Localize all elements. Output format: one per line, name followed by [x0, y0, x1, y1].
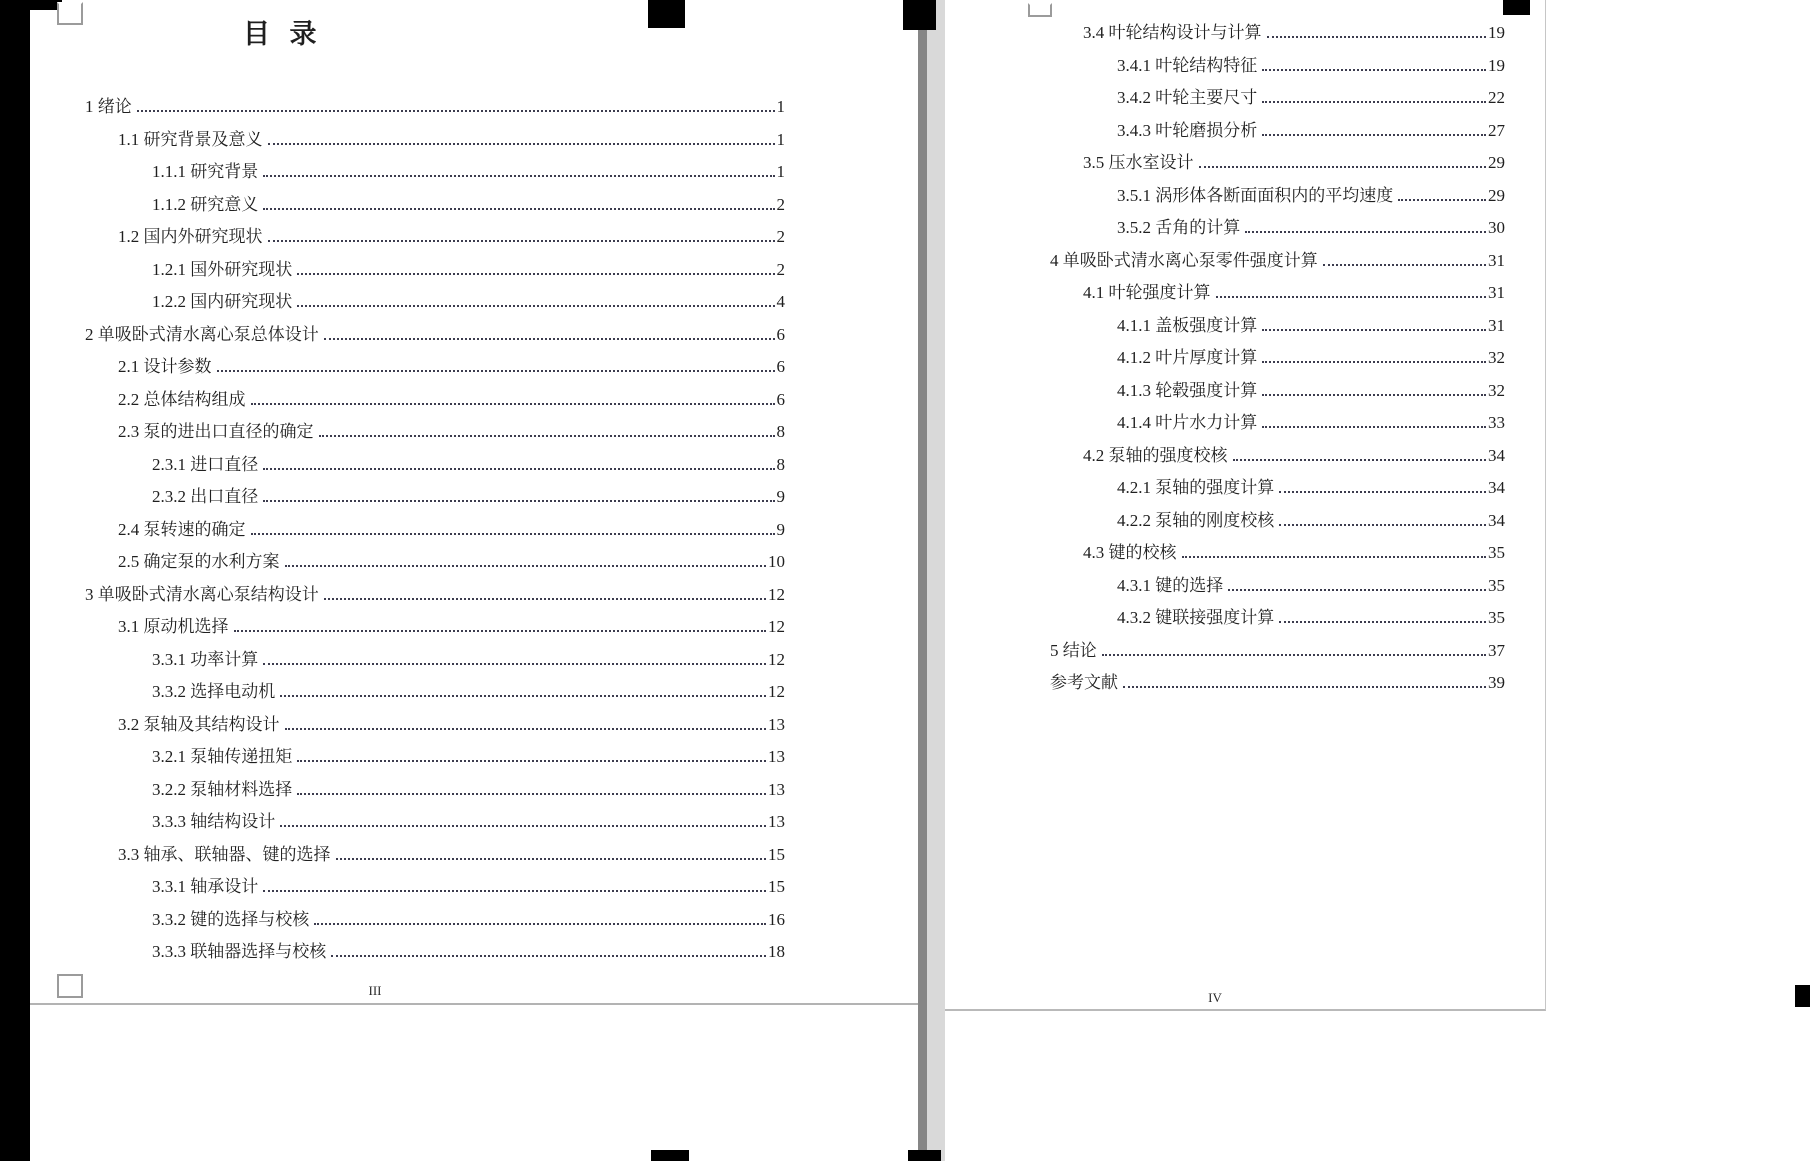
toc-page-number: 1 — [776, 97, 785, 116]
toc-dot-leader — [1262, 101, 1486, 103]
toc-page-number: 22 — [1488, 88, 1505, 107]
toc-entry-label: 1.1.2 研究意义 — [152, 194, 259, 214]
toc-page-number: 2 — [776, 227, 785, 246]
toc-entry-label: 2 单吸卧式清水离心泵总体设计 — [85, 324, 319, 344]
toc-page-number: 30 — [1488, 218, 1505, 237]
toc-entry[interactable] — [1083, 537, 1505, 570]
toc-page-number: 15 — [768, 844, 785, 864]
toc-page-number: 10 — [768, 552, 785, 571]
top-artifact-3 — [1503, 0, 1530, 15]
toc-entry[interactable] — [118, 546, 785, 579]
toc-entry[interactable] — [1083, 17, 1505, 50]
toc-page-number: 35 — [1488, 608, 1505, 627]
toc-dot-leader — [1262, 134, 1486, 136]
toc-dot-leader — [1245, 231, 1486, 233]
toc-entry-label: 3.2.1 泵轴传递扭矩 — [152, 747, 293, 766]
toc-entry[interactable] — [1117, 180, 1505, 213]
toc-dot-leader — [1182, 556, 1487, 558]
toc-dot-leader — [1262, 426, 1486, 428]
toc-dot-leader — [263, 208, 774, 210]
page-right-content — [945, 0, 1545, 700]
bottom-artifact-2 — [908, 1150, 941, 1161]
toc-dot-leader — [1262, 69, 1486, 71]
toc-entry[interactable] — [1117, 602, 1505, 635]
top-artifact-2 — [903, 0, 936, 30]
toc-dot-leader — [331, 955, 766, 957]
toc-entry-label: 3 单吸卧式清水离心泵结构设计 — [85, 584, 319, 604]
toc-entry-label: 3.5 压水室设计 — [1083, 153, 1194, 172]
toc-page-number: 31 — [1488, 315, 1505, 335]
toc-entry[interactable] — [152, 904, 785, 937]
toc-page-number: 34 — [1488, 445, 1505, 465]
toc-entry-label: 3.4.3 叶轮磨损分析 — [1117, 120, 1258, 140]
toc-entry-label: 3.3.2 键的选择与校核 — [152, 909, 310, 929]
toc-entry-label: 3.3.3 轴结构设计 — [152, 812, 276, 831]
toc-entry-label: 3.3.3 联轴器选择与校核 — [152, 942, 327, 961]
toc-entry[interactable] — [1117, 407, 1505, 440]
toc-entry-label: 2.2 总体结构组成 — [118, 389, 246, 409]
toc-page-number: 19 — [1488, 55, 1505, 75]
toc-dot-leader — [1279, 524, 1486, 526]
toc-entry[interactable] — [118, 384, 785, 417]
toc-entry[interactable] — [118, 351, 785, 384]
toc-page-number: 19 — [1488, 23, 1505, 42]
toc-entry-label: 2.3.2 出口直径 — [152, 487, 259, 506]
toc-dot-leader — [285, 565, 767, 567]
toc-entry[interactable] — [118, 709, 785, 742]
toc-entry-label: 4.1.4 叶片水力计算 — [1117, 413, 1258, 432]
toc-dot-leader — [285, 728, 767, 730]
toc-dot-leader — [263, 890, 766, 892]
toc-page-number: 32 — [1488, 380, 1505, 400]
toc-page-number: 34 — [1488, 478, 1505, 497]
toc-entry[interactable] — [152, 774, 785, 807]
toc-entry[interactable] — [1117, 375, 1505, 408]
toc-list-right — [1050, 17, 1505, 700]
toc-entry-label: 3.5.2 舌角的计算 — [1117, 218, 1241, 237]
left-edge-strip — [0, 0, 30, 1161]
toc-page-number: 13 — [768, 779, 785, 799]
toc-entry-label: 4.1 叶轮强度计算 — [1083, 283, 1211, 302]
toc-page-number: 35 — [1488, 543, 1505, 562]
toc-entry[interactable] — [118, 416, 785, 449]
margin-corner-marker-top-left — [57, 2, 83, 25]
toc-dot-leader — [297, 793, 766, 795]
margin-corner-marker-bottom-left — [57, 974, 83, 998]
toc-dot-leader — [297, 273, 774, 275]
toc-entry[interactable] — [118, 611, 785, 644]
toc-page-number: 31 — [1488, 250, 1505, 270]
toc-dot-leader — [319, 435, 775, 437]
toc-page-number: 12 — [768, 682, 785, 701]
toc-entry-label: 3.4.1 叶轮结构特征 — [1117, 55, 1258, 75]
toc-dot-leader — [1216, 296, 1487, 298]
toc-dot-leader — [1267, 36, 1487, 38]
toc-page-number: 29 — [1488, 153, 1505, 172]
toc-entry[interactable] — [1117, 82, 1505, 115]
toc-entry[interactable] — [1117, 310, 1505, 343]
toc-entry-label: 4.1.1 盖板强度计算 — [1117, 315, 1258, 335]
toc-page-number: 35 — [1488, 575, 1505, 595]
toc-entry-label: 3.5.1 涡形体各断面面积内的平均速度 — [1117, 185, 1394, 205]
toc-entry[interactable] — [118, 514, 785, 547]
toc-page-number: 2 — [776, 259, 785, 279]
top-artifact-1 — [648, 0, 685, 28]
toc-entry[interactable] — [118, 221, 785, 254]
toc-dot-leader — [251, 403, 775, 405]
toc-entry-label: 2.3 泵的进出口直径的确定 — [118, 422, 314, 441]
toc-entry[interactable] — [85, 91, 785, 124]
top-left-artifact — [0, 0, 62, 10]
toc-entry-label: 3.4.2 叶轮主要尺寸 — [1117, 88, 1258, 107]
toc-entry-label: 1 绪论 — [85, 97, 132, 116]
toc-entry-label: 1.1 研究背景及意义 — [118, 129, 263, 149]
toc-entry[interactable] — [1117, 50, 1505, 83]
page-number-footer-right: IV — [1208, 990, 1222, 1005]
toc-dot-leader — [1323, 264, 1486, 266]
toc-entry[interactable] — [1050, 635, 1505, 668]
toc-entry-label: 3.1 原动机选择 — [118, 617, 229, 636]
toc-page-number: 13 — [768, 812, 785, 831]
toc-entry[interactable] — [152, 254, 785, 287]
toc-entry[interactable] — [118, 124, 785, 157]
toc-entry[interactable] — [1117, 212, 1505, 245]
toc-entry-label: 1.2.2 国内研究现状 — [152, 292, 293, 311]
toc-entry[interactable] — [152, 449, 785, 482]
toc-dot-leader — [1279, 621, 1486, 623]
margin-corner-marker-page2 — [1028, 3, 1052, 17]
toc-page-number: 9 — [776, 519, 785, 539]
toc-entry-label: 5 结论 — [1050, 640, 1097, 660]
toc-dot-leader — [263, 500, 774, 502]
toc-page-number: 13 — [768, 714, 785, 734]
toc-dot-leader — [268, 240, 775, 242]
toc-entry-label: 1.1.1 研究背景 — [152, 162, 259, 181]
toc-dot-leader — [280, 825, 766, 827]
toc-dot-leader — [263, 468, 774, 470]
toc-page-number: 34 — [1488, 510, 1505, 530]
toc-entry[interactable] — [152, 644, 785, 677]
page-left-content — [30, 12, 918, 969]
toc-dot-leader — [324, 598, 766, 600]
toc-entry[interactable] — [1050, 245, 1505, 278]
toc-entry-label: 3.3.1 轴承设计 — [152, 877, 259, 896]
toc-dot-leader — [251, 533, 775, 535]
toc-dot-leader — [234, 630, 767, 632]
toc-page-number: 32 — [1488, 348, 1505, 367]
toc-dot-leader — [1233, 459, 1487, 461]
toc-page-number: 33 — [1488, 413, 1505, 432]
toc-dot-leader — [268, 143, 775, 145]
toc-entry[interactable] — [1117, 570, 1505, 603]
toc-entry-label: 2.5 确定泵的水利方案 — [118, 552, 280, 571]
toc-entry-label: 4.3 键的校核 — [1083, 543, 1177, 562]
page-left — [30, 0, 918, 1005]
toc-dot-leader — [324, 338, 775, 340]
page-gap-dark-band — [918, 0, 927, 1161]
toc-entry[interactable] — [118, 839, 785, 872]
toc-entry-label: 3.3.2 选择电动机 — [152, 682, 276, 701]
toc-dot-leader — [1199, 166, 1487, 168]
toc-entry[interactable] — [152, 871, 785, 904]
toc-dot-leader — [1262, 361, 1486, 363]
toc-page-number: 16 — [768, 909, 785, 929]
toc-entry-label: 4.3.1 键的选择 — [1117, 575, 1224, 595]
toc-dot-leader — [297, 305, 774, 307]
toc-dot-leader — [1228, 589, 1486, 591]
toc-dot-leader — [280, 695, 766, 697]
toc-page-number: 15 — [768, 877, 785, 896]
toc-entry-label: 4.2.2 泵轴的刚度校核 — [1117, 510, 1275, 530]
toc-dot-leader — [297, 760, 766, 762]
toc-page-number: 8 — [776, 454, 785, 474]
toc-page-number: 31 — [1488, 283, 1505, 302]
toc-dot-leader — [1398, 199, 1486, 201]
toc-page-number: 8 — [776, 422, 785, 441]
toc-page-number: 12 — [768, 584, 785, 604]
toc-entry-label: 3.2.2 泵轴材料选择 — [152, 779, 293, 799]
toc-entry[interactable] — [152, 481, 785, 514]
toc-entry[interactable] — [152, 806, 785, 839]
toc-entry-label: 4 单吸卧式清水离心泵零件强度计算 — [1050, 250, 1318, 270]
toc-entry[interactable] — [152, 189, 785, 222]
toc-entry-label: 4.1.2 叶片厚度计算 — [1117, 348, 1258, 367]
toc-entry-label: 3.3.1 功率计算 — [152, 649, 259, 669]
toc-entry[interactable] — [1117, 342, 1505, 375]
bottom-right-artifact — [1795, 985, 1810, 1007]
toc-entry[interactable] — [152, 286, 785, 319]
page-number-footer-left: III — [368, 983, 382, 998]
toc-entry-label: 4.1.3 轮毂强度计算 — [1117, 380, 1258, 400]
toc-page-number: 39 — [1488, 673, 1505, 692]
toc-entry[interactable] — [1117, 115, 1505, 148]
toc-page-number: 4 — [776, 292, 785, 311]
toc-entry-label: 4.3.2 键联接强度计算 — [1117, 608, 1275, 627]
toc-page-number: 29 — [1488, 185, 1505, 205]
toc-dot-leader — [263, 663, 766, 665]
toc-page-number: 1 — [776, 129, 785, 149]
toc-entry[interactable] — [85, 319, 785, 352]
toc-entry-label: 4.2.1 泵轴的强度计算 — [1117, 478, 1275, 497]
toc-page-number: 1 — [776, 162, 785, 181]
toc-entry[interactable] — [1050, 667, 1505, 700]
toc-dot-leader — [1123, 686, 1486, 688]
toc-page-number: 9 — [776, 487, 785, 506]
toc-entry-label: 4.2 泵轴的强度校核 — [1083, 445, 1228, 465]
toc-entry-label: 3.3 轴承、联轴器、键的选择 — [118, 844, 331, 864]
toc-page-number: 6 — [776, 357, 785, 376]
toc-page-number: 6 — [776, 324, 785, 344]
bottom-artifact-1 — [651, 1150, 689, 1161]
toc-entry[interactable] — [1117, 472, 1505, 505]
toc-entry-label: 2.1 设计参数 — [118, 357, 212, 376]
toc-entry[interactable] — [1083, 440, 1505, 473]
toc-entry[interactable] — [1083, 277, 1505, 310]
toc-entry-label: 2.4 泵转速的确定 — [118, 519, 246, 539]
toc-dot-leader — [1262, 394, 1486, 396]
toc-entry-label: 1.2 国内外研究现状 — [118, 227, 263, 246]
toc-dot-leader — [336, 858, 767, 860]
toc-entry-label: 2.3.1 进口直径 — [152, 454, 259, 474]
toc-dot-leader — [314, 923, 766, 925]
toc-entry-label: 1.2.1 国外研究现状 — [152, 259, 293, 279]
toc-page-number: 12 — [768, 617, 785, 636]
toc-page-number: 18 — [768, 942, 785, 961]
toc-page-number: 6 — [776, 389, 785, 409]
toc-dot-leader — [1279, 491, 1486, 493]
toc-entry-label: 3.4 叶轮结构设计与计算 — [1083, 23, 1262, 42]
toc-dot-leader — [1262, 329, 1486, 331]
toc-entry-label: 3.2 泵轴及其结构设计 — [118, 714, 280, 734]
toc-page-number: 37 — [1488, 640, 1505, 660]
toc-entry[interactable] — [1083, 147, 1505, 180]
toc-page-number: 27 — [1488, 120, 1505, 140]
toc-entry[interactable] — [152, 936, 785, 969]
toc-dot-leader — [263, 175, 774, 177]
toc-entry-label: 参考文献 — [1050, 673, 1118, 692]
toc-dot-leader — [1102, 654, 1486, 656]
toc-entry[interactable] — [152, 741, 785, 774]
toc-title: 目 录 — [243, 19, 319, 49]
toc-entry[interactable] — [85, 579, 785, 612]
page-gap-light-band — [927, 0, 945, 1161]
toc-entry[interactable] — [152, 156, 785, 189]
toc-page-number: 12 — [768, 649, 785, 669]
toc-page-number: 2 — [776, 194, 785, 214]
page-right — [945, 0, 1546, 1011]
toc-list-left — [85, 91, 785, 969]
toc-page-number: 13 — [768, 747, 785, 766]
toc-entry[interactable] — [1117, 505, 1505, 538]
toc-dot-leader — [137, 110, 775, 112]
toc-entry[interactable] — [152, 676, 785, 709]
toc-dot-leader — [217, 370, 775, 372]
